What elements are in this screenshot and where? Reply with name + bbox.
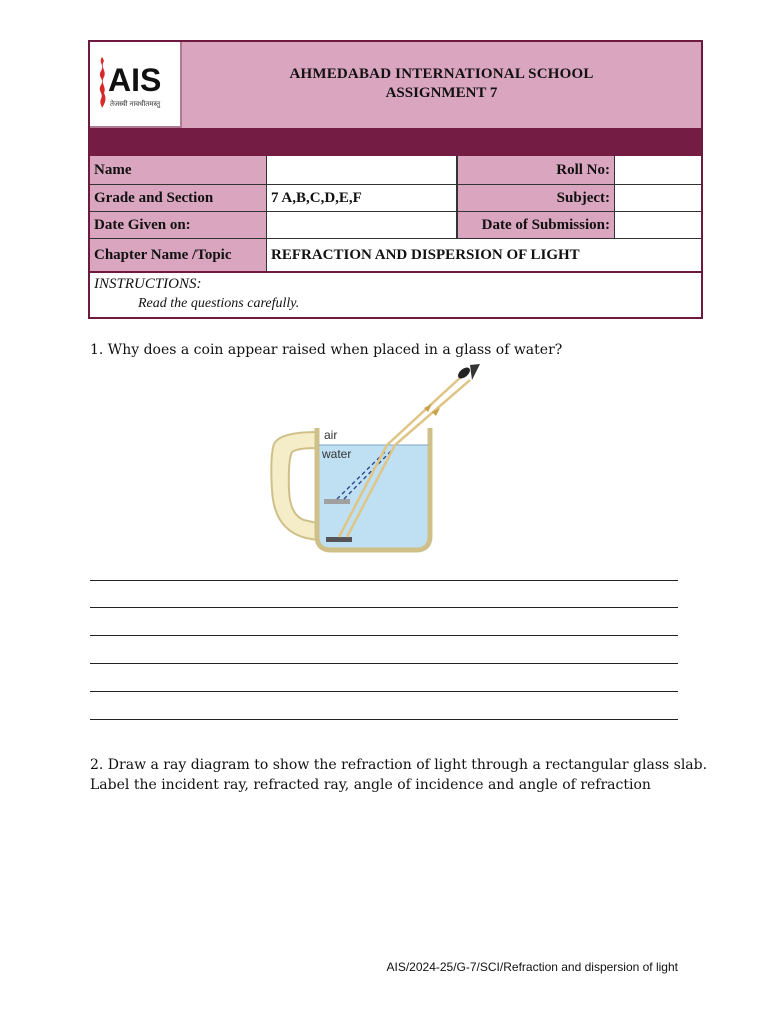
logo-tagline: तेजस्वी नावधीतमस्तु bbox=[110, 101, 161, 108]
date-given-field[interactable] bbox=[266, 212, 456, 238]
answer-line[interactable] bbox=[90, 663, 678, 664]
assignment-title: ASSIGNMENT 7 bbox=[385, 85, 498, 101]
instructions-text: Read the questions carefully. bbox=[138, 296, 300, 311]
flame-icon bbox=[95, 55, 109, 109]
logo-text: AIS bbox=[108, 62, 162, 98]
chapter-value: REFRACTION AND DISPERSION OF LIGHT bbox=[266, 239, 701, 271]
school-name: AHMEDABAD INTERNATIONAL SCHOOL bbox=[289, 66, 594, 82]
answer-line[interactable] bbox=[90, 580, 678, 581]
roll-label: Roll No: bbox=[456, 156, 614, 184]
instructions-title: INSTRUCTIONS: bbox=[94, 276, 202, 292]
answer-line[interactable] bbox=[90, 635, 678, 636]
water-label: water bbox=[322, 447, 352, 461]
school-logo bbox=[90, 42, 182, 128]
roll-field[interactable] bbox=[614, 156, 701, 184]
subject-field[interactable] bbox=[614, 185, 701, 211]
footer-reference: AIS/2024-25/G-7/SCI/Refraction and dispersion of light bbox=[386, 960, 678, 974]
question-2: 2. Draw a ray diagram to show the refraction of light through a rectangular glass slab. bbox=[90, 757, 708, 773]
grade-value: 7 A,B,C,D,E,F bbox=[266, 185, 456, 211]
header-block bbox=[88, 40, 703, 319]
subject-label: Subject: bbox=[456, 185, 614, 211]
date-given-label: Date Given on: bbox=[90, 212, 266, 238]
grade-label: Grade and Section bbox=[90, 185, 266, 211]
air-label: air bbox=[324, 428, 338, 442]
mug-handle bbox=[271, 432, 317, 540]
eye-lash-icon bbox=[470, 364, 480, 380]
header-divider-band bbox=[90, 128, 701, 156]
question-2-line-2: Label the incident ray, refracted ray, angle of incidence and angle of refraction bbox=[90, 777, 651, 793]
name-label: Name bbox=[90, 156, 266, 184]
row-divider bbox=[90, 271, 701, 273]
answer-line[interactable] bbox=[90, 607, 678, 608]
question-1: 1. Why does a coin appear raised when placed in a glass of water? bbox=[90, 342, 563, 358]
date-submission-label: Date of Submission: bbox=[456, 212, 614, 238]
chapter-label: Chapter Name /Topic bbox=[90, 239, 266, 271]
emergent-ray bbox=[387, 376, 462, 445]
answer-line[interactable] bbox=[90, 719, 678, 720]
coin-actual bbox=[326, 537, 352, 542]
coin-in-water-diagram bbox=[262, 360, 492, 558]
date-submission-field[interactable] bbox=[614, 212, 701, 238]
answer-line[interactable] bbox=[90, 691, 678, 692]
name-field[interactable] bbox=[266, 156, 456, 184]
coin-apparent bbox=[324, 499, 350, 504]
